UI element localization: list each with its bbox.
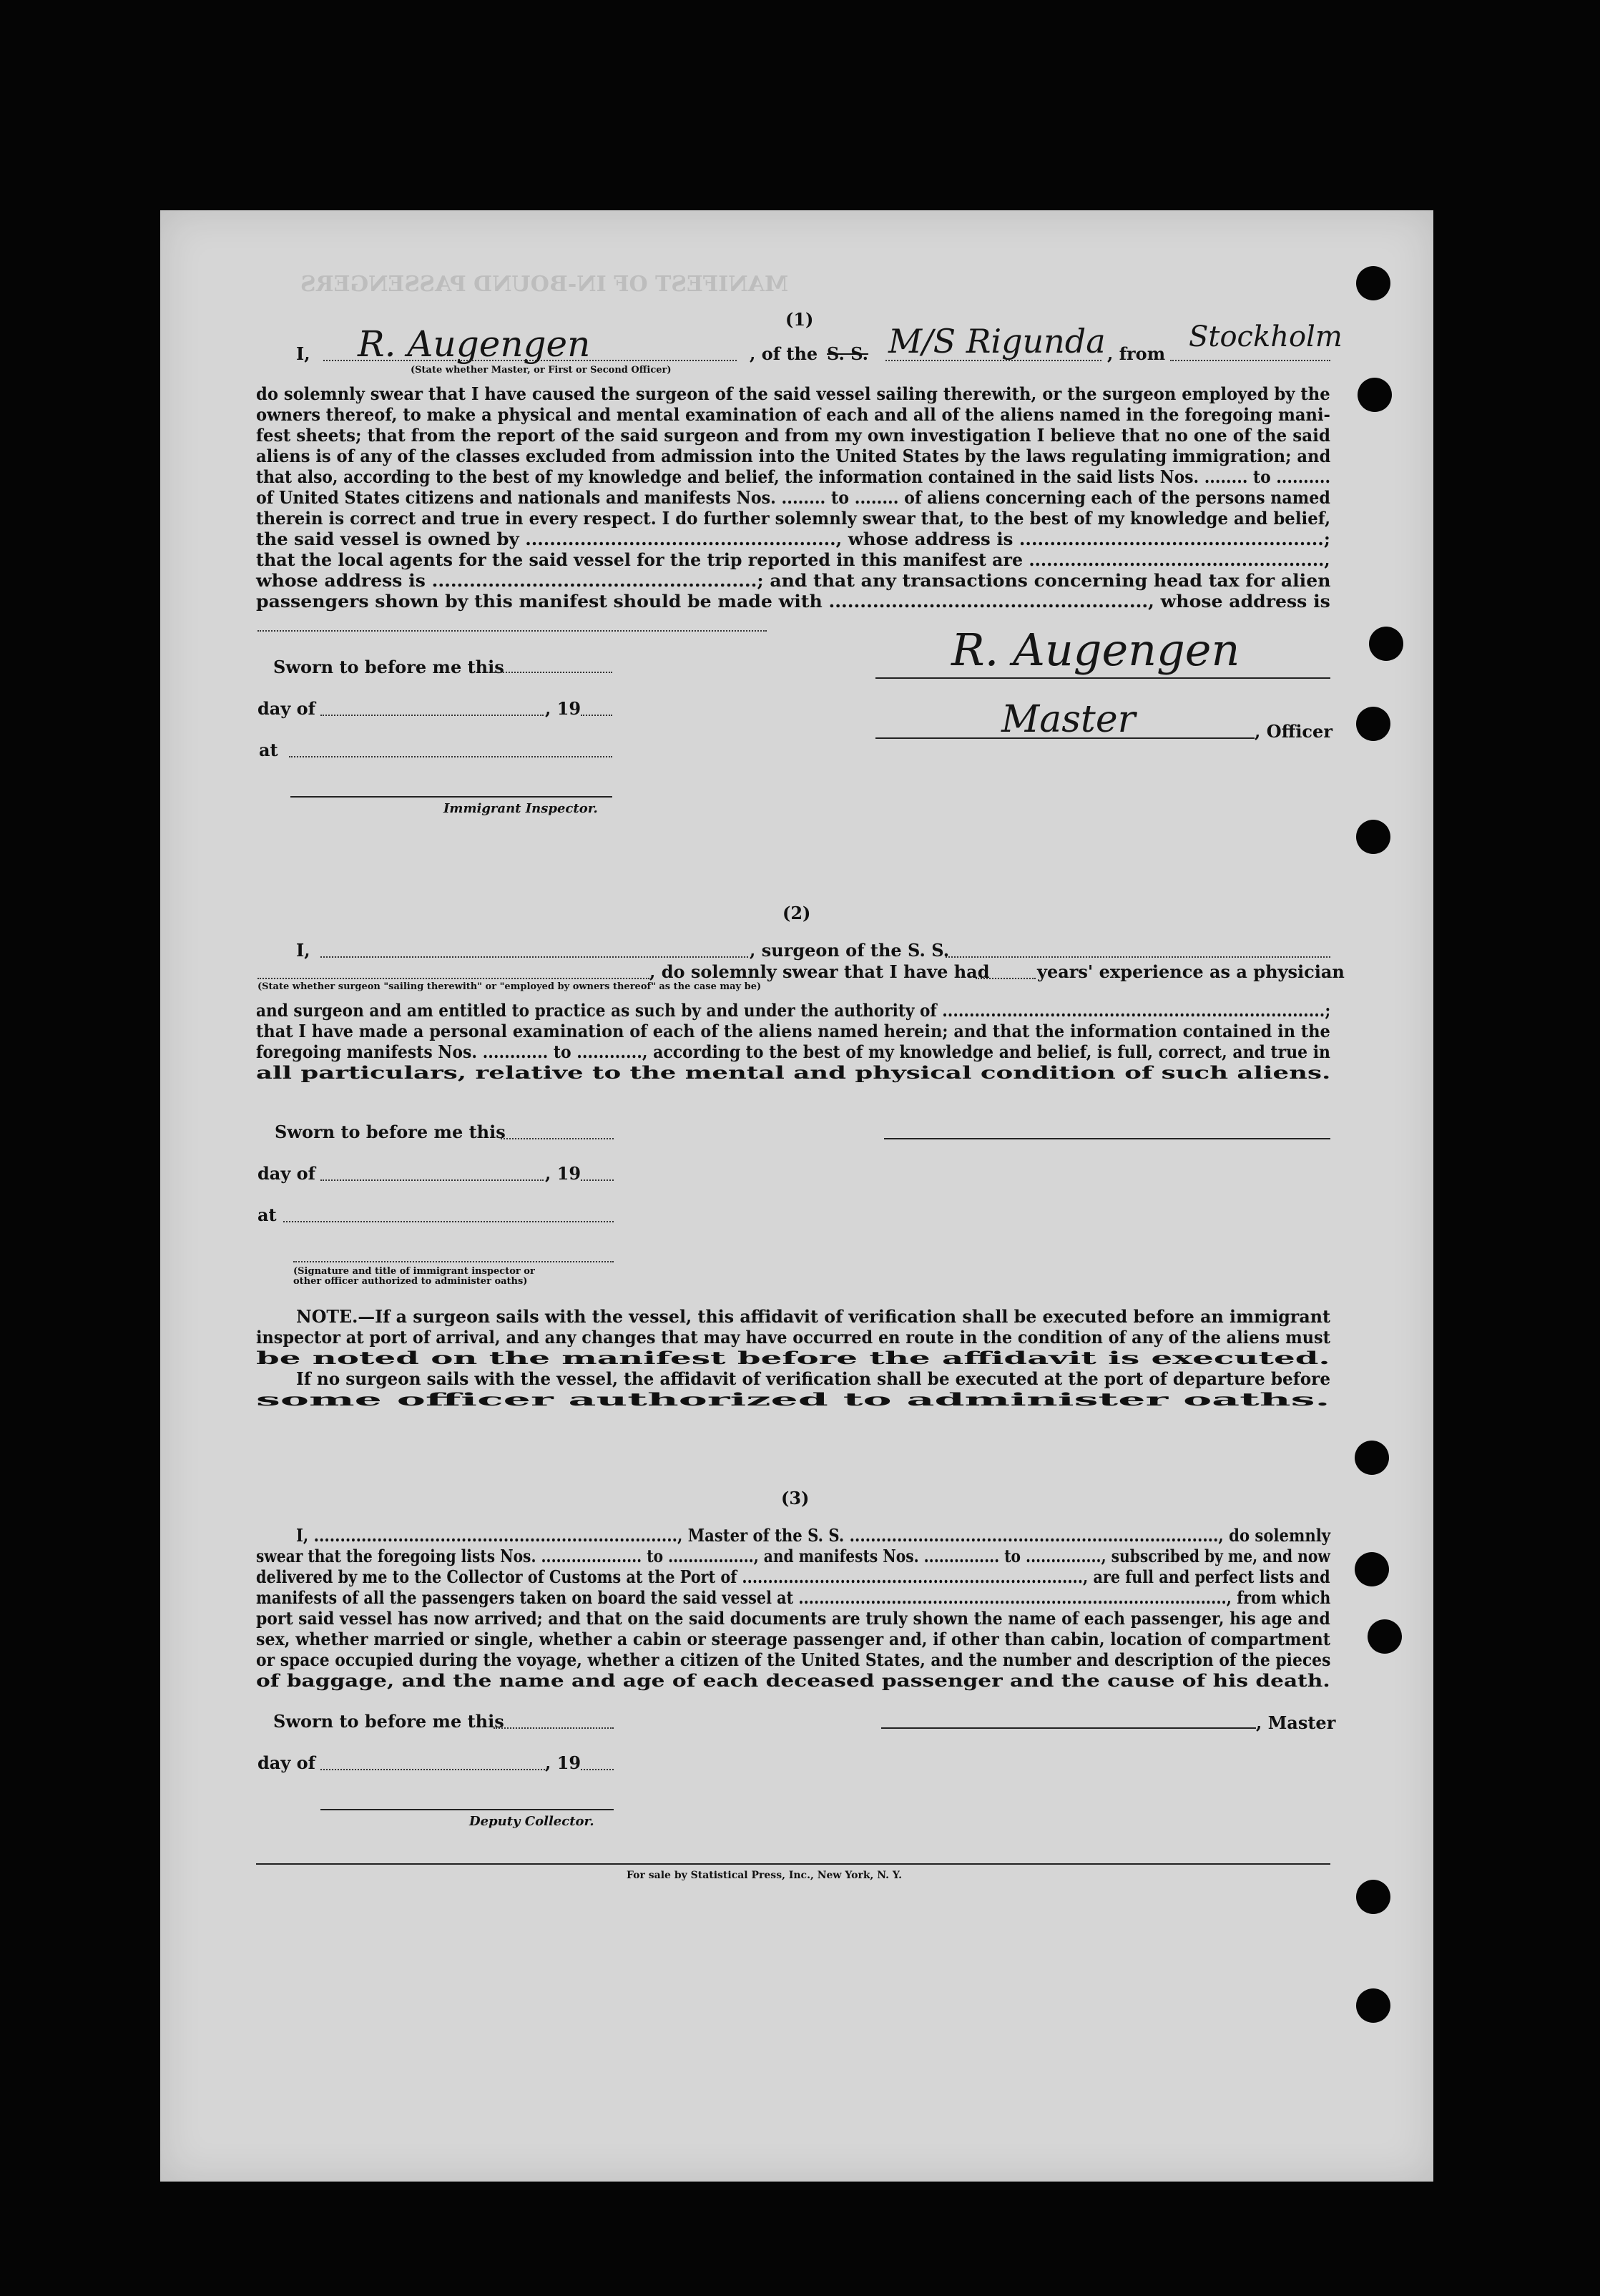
footer-rule xyxy=(256,1863,1330,1865)
state-whether-note: (State whether Master, or First or Second Officer) xyxy=(411,365,672,376)
bleed-through-mark: MANIFEST OF IN-BOUND PASSENGERS xyxy=(300,272,789,297)
section-1-at-label: at xyxy=(259,740,278,760)
section-1-trailing-field xyxy=(257,629,767,632)
note-line-2: inspector at port of arrival, and any changes that may have occurred en route in the condition of any of the aliens must xyxy=(256,1327,1330,1348)
section-1-year-field xyxy=(581,714,612,716)
section-1-line-4: aliens is of any of the classes excluded from admission into the United States by the laws regulating immigration; and xyxy=(256,446,1331,466)
punch-hole-3 xyxy=(1369,627,1403,661)
section-1-line-11: passengers shown by this manifest should be made with ..................................................., whose address is xyxy=(256,591,1330,612)
section-1-line-10: whose address is ....................................................; and that any transactions concerning head tax for alien xyxy=(256,570,1331,591)
section-2-year-field xyxy=(581,1179,614,1181)
years-experience-field xyxy=(976,977,1036,979)
section-3-line-1: I, ....................................................................., Master of the S. S. ......................................................................, do solemnly xyxy=(296,1525,1331,1546)
deputy-collector-label: Deputy Collector. xyxy=(469,1814,594,1829)
handwritten-master-name: R. Augengen xyxy=(358,323,591,365)
section-3-line-4: manifests of all the passengers taken on board the said vessel at ..................................................................................., from which xyxy=(256,1587,1331,1608)
section-3-number: (3) xyxy=(781,1488,810,1508)
handwritten-from-port: Stockholm xyxy=(1189,320,1343,353)
note-line-1: NOTE.—If a surgeon sails with the vessel, this affidavit of verification shall be executed before an immigrant xyxy=(296,1306,1330,1327)
section-2-line-2: that I have made a personal examination of each of the aliens named herein; and that the information contained in the xyxy=(256,1021,1330,1041)
section-1-year-label: , 19 xyxy=(545,698,581,719)
punch-hole-2 xyxy=(1358,378,1392,412)
surgeon-status-field xyxy=(257,977,649,979)
section-2-day-label: day of xyxy=(257,1163,315,1184)
signature-line xyxy=(875,677,1330,679)
officer-label: , Officer xyxy=(1255,721,1332,742)
section-1-sworn-label: Sworn to before me this xyxy=(273,657,504,677)
punch-hole-1 xyxy=(1356,266,1390,300)
section-1-line-7: therein is correct and true in every respect. I do further solemnly swear that, to the best of my knowledge and belief, xyxy=(256,508,1331,529)
from-port-field xyxy=(1170,359,1330,361)
punch-hole-10 xyxy=(1356,1988,1390,2023)
handwritten-officer-title: Master xyxy=(1001,698,1136,741)
section-1-i-label: I, xyxy=(296,343,310,364)
handwritten-signature: R. Augengen xyxy=(951,624,1240,676)
section-1-line-3: fest sheets; that from the report of the said surgeon and from my own investigation I believe that no one of the said xyxy=(256,425,1331,446)
section-1-line-5: that also, according to the best of my knowledge and belief, the information contained in the said lists Nos. ........ to .......... xyxy=(256,466,1331,487)
punch-hole-9 xyxy=(1356,1880,1390,1914)
section-2-sig-note-1: (Signature and title of immigrant inspector or xyxy=(293,1266,535,1277)
section-1-day-label: day of xyxy=(257,698,315,719)
of-the-label: , of the xyxy=(750,343,818,364)
note-line-5: some officer authorized to administer oaths. xyxy=(256,1389,1330,1410)
section-2-i-label: I, xyxy=(296,940,310,961)
section-2-sworn-label: Sworn to before me this xyxy=(275,1122,506,1142)
section-2-surgeon-of: , surgeon of the S. S. xyxy=(750,940,950,961)
section-1-line-2: owners thereof, to make a physical and mental examination of each and all of the aliens named in the foregoing mani- xyxy=(256,404,1330,425)
surgeon-status-note: (State whether surgeon "sailing therewith" or "employed by owners thereof" as the case may be) xyxy=(257,981,762,992)
section-2-experience-label: years' experience as a physician xyxy=(1037,961,1345,982)
punch-hole-5 xyxy=(1356,820,1390,854)
note-line-3: be noted on the manifest before the affidavit is executed. xyxy=(256,1348,1330,1368)
section-2-inspector-line xyxy=(293,1260,614,1262)
section-3-year-label: , 19 xyxy=(545,1752,581,1773)
section-2-year-label: , 19 xyxy=(545,1163,581,1184)
section-1-day-field xyxy=(320,714,544,716)
section-3-sworn-field xyxy=(494,1727,614,1729)
section-3-day-field xyxy=(320,1768,545,1770)
section-1-line-6: of United States citizens and nationals and manifests Nos. ........ to ........ of aliens concerning each of the persons named xyxy=(256,487,1330,508)
section-2-swear-label: , do solemnly swear that I have had xyxy=(649,961,990,982)
punch-hole-6 xyxy=(1355,1441,1389,1475)
section-2-line-1: and surgeon and am entitled to practice as such by and under the authority of .......................................................................; xyxy=(256,1000,1331,1021)
section-1-at-field xyxy=(289,755,612,757)
section-1-sworn-field xyxy=(486,671,612,673)
section-3-line-2: swear that the foregoing lists Nos. .................... to ................., and manifests Nos. ............... to ..............., subscribed by me, and now xyxy=(256,1546,1330,1566)
section-2-line-3: foregoing manifests Nos. ............ to ............, according to the best of my knowledge and belief, is full, correct, and true in xyxy=(256,1041,1330,1062)
section-2-sig-note-2: other officer authorized to administer oaths) xyxy=(293,1276,528,1287)
section-1-line-8: the said vessel is owned by ..................................................., whose address is ..................................................; xyxy=(256,529,1330,549)
section-2-at-label: at xyxy=(257,1205,277,1225)
section-3-line-8: of baggage, and the name and age of each deceased passenger and the cause of his death. xyxy=(256,1670,1330,1691)
master-signature-line xyxy=(881,1727,1256,1729)
officer-line xyxy=(875,737,1255,739)
immigrant-inspector-label: Immigrant Inspector. xyxy=(443,801,598,816)
section-3-line-3: delivered by me to the Collector of Customs at the Port of .................................................................., are full and perfect lists and xyxy=(256,1566,1330,1587)
section-2-at-field xyxy=(283,1220,614,1222)
punch-hole-4 xyxy=(1356,707,1390,741)
punch-hole-7 xyxy=(1355,1552,1389,1586)
section-1-line-1: do solemnly swear that I have caused the surgeon of the said vessel sailing therewith, or the surgeon employed by the xyxy=(256,383,1330,404)
section-1-number: (1) xyxy=(785,309,814,330)
section-2-line-4: all particulars, relative to the mental and physical condition of such aliens. xyxy=(256,1062,1331,1083)
section-2-surgeon-signature-line xyxy=(884,1137,1330,1139)
handwritten-vessel-name: M/S Rigunda xyxy=(888,322,1106,360)
surgeon-name-field xyxy=(320,956,748,958)
punch-hole-8 xyxy=(1368,1619,1402,1654)
section-3-line-5: port said vessel has now arrived; and that on the said documents are truly shown the name of each passenger, his age and xyxy=(256,1608,1330,1629)
section-2-number: (2) xyxy=(782,903,811,923)
section-3-master-label: , Master xyxy=(1256,1712,1336,1733)
section-2-day-field xyxy=(320,1179,544,1181)
section-3-line-7: or space occupied during the voyage, whether a citizen of the United States, and the number and description of the pieces xyxy=(256,1649,1331,1670)
section-3-day-label: day of xyxy=(257,1752,315,1773)
note-line-4: If no surgeon sails with the vessel, the affidavit of verification shall be executed at the port of departure before xyxy=(296,1368,1331,1389)
deputy-collector-line xyxy=(320,1808,614,1810)
section-1-inspector-line xyxy=(290,795,612,798)
section-3-sworn-label: Sworn to before me this xyxy=(273,1711,504,1732)
section-3-year-field xyxy=(581,1768,614,1770)
footer-printer-note: For sale by Statistical Press, Inc., New York, N. Y. xyxy=(627,1870,902,1881)
section-2-vessel-field xyxy=(946,956,1330,958)
section-3-line-6: sex, whether married or single, whether a cabin or steerage passenger and, if other than cabin, location of compartment xyxy=(256,1629,1330,1649)
section-1-line-9: that the local agents for the said vessel for the trip reported in this manifest are .................................................., xyxy=(256,549,1330,570)
section-2-sworn-field xyxy=(501,1137,614,1139)
from-label: , from xyxy=(1107,343,1166,364)
ss-struck-label: S. S. xyxy=(827,343,869,364)
